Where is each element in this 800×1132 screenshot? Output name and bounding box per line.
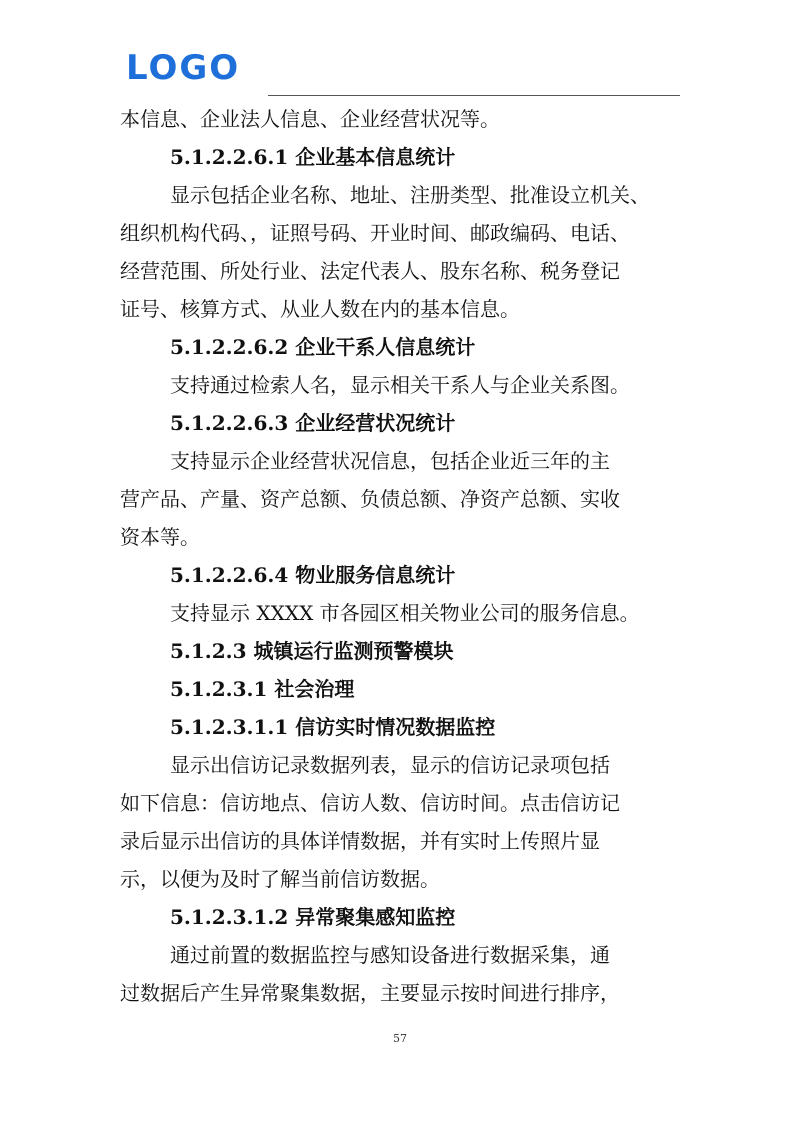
body-text-line: 支持显示企业经营状况信息，包括企业近三年的主 bbox=[170, 449, 610, 473]
header-divider bbox=[268, 95, 680, 96]
logo: LOGO bbox=[126, 48, 241, 88]
body-text-line: 过数据后产生异常聚集数据，主要显示按时间进行排序， bbox=[120, 981, 620, 1005]
body-text-line: 示，以便为及时了解当前信访数据。 bbox=[120, 867, 440, 891]
body-text-line: 显示出信访记录数据列表，显示的信访记录项包括 bbox=[170, 753, 610, 777]
section-heading: 5.1.2.3.1.2 异常聚集感知监控 bbox=[170, 905, 456, 929]
section-heading: 5.1.2.2.6.4 物业服务信息统计 bbox=[170, 563, 456, 587]
section-heading: 5.1.2.2.6.1 企业基本信息统计 bbox=[170, 145, 456, 169]
body-text-line: 通过前置的数据监控与感知设备进行数据采集，通 bbox=[170, 943, 610, 967]
body-text-line: 如下信息：信访地点、信访人数、信访时间。点击信访记 bbox=[120, 791, 620, 815]
body-text-line: 支持通过检索人名，显示相关干系人与企业关系图。 bbox=[170, 373, 630, 397]
section-heading: 5.1.2.3 城镇运行监测预警模块 bbox=[170, 639, 454, 663]
body-text-line: 证号、核算方式、从业人数在内的基本信息。 bbox=[120, 297, 520, 321]
section-heading: 5.1.2.2.6.2 企业干系人信息统计 bbox=[170, 335, 476, 359]
body-text-line: 本信息、企业法人信息、企业经营状况等。 bbox=[120, 107, 500, 131]
body-text-line: 营产品、产量、资产总额、负债总额、净资产总额、实收 bbox=[120, 487, 620, 511]
body-text-line: 支持显示 XXXX 市各园区相关物业公司的服务信息。 bbox=[170, 601, 640, 625]
document-body bbox=[120, 100, 684, 1012]
section-heading: 5.1.2.3.1.1 信访实时情况数据监控 bbox=[170, 715, 496, 739]
body-text-line: 经营范围、所处行业、法定代表人、股东名称、税务登记 bbox=[120, 259, 620, 283]
page-number: 57 bbox=[393, 1032, 407, 1045]
section-heading: 5.1.2.3.1 社会治理 bbox=[170, 677, 355, 701]
body-text-line: 录后显示出信访的具体详情数据，并有实时上传照片显 bbox=[120, 829, 600, 853]
body-text-line: 资本等。 bbox=[120, 525, 200, 549]
section-heading: 5.1.2.2.6.3 企业经营状况统计 bbox=[170, 411, 456, 435]
body-text-line: 显示包括企业名称、地址、注册类型、批准设立机关、 bbox=[170, 183, 650, 207]
body-text-line: 组织机构代码、，证照号码、开业时间、邮政编码、电话、 bbox=[120, 221, 630, 245]
